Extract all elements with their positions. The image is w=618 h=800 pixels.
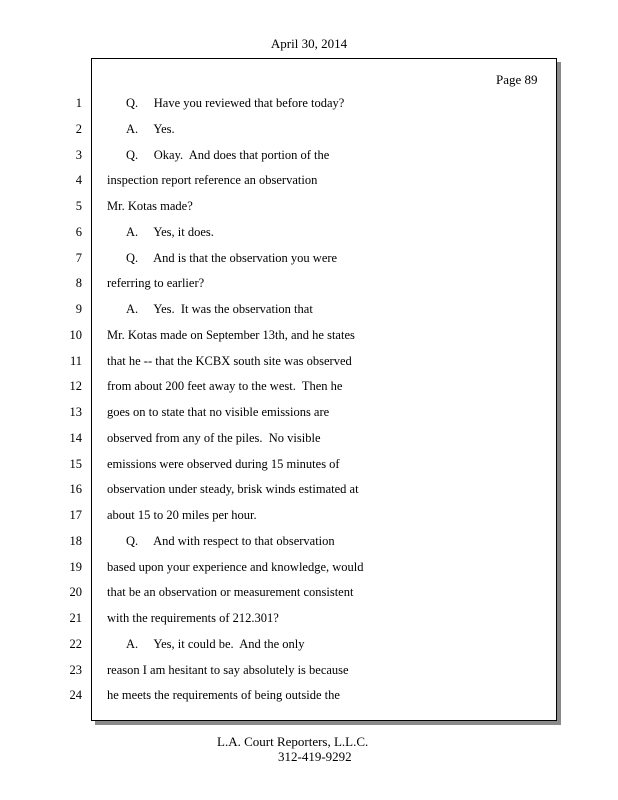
transcript-line bbox=[0, 606, 618, 632]
transcript-line bbox=[0, 349, 618, 375]
line-number: 5 bbox=[75, 199, 82, 213]
line-text: A. Yes. bbox=[126, 121, 175, 136]
page-number-label: Page 89 bbox=[496, 72, 538, 87]
line-text: with the requirements of 212.301? bbox=[107, 611, 279, 625]
line-number: 1 bbox=[75, 96, 82, 110]
transcript-line bbox=[0, 168, 618, 194]
transcript-line bbox=[0, 91, 618, 117]
line-text: A. Yes, it does. bbox=[126, 224, 214, 239]
line-number: 11 bbox=[69, 353, 82, 368]
line-text: emissions were observed during 15 minutes of bbox=[107, 456, 340, 471]
line-number: 21 bbox=[69, 611, 82, 625]
line-number: 18 bbox=[69, 533, 82, 548]
line-text: Q. And is that the observation you were bbox=[126, 250, 338, 265]
transcript-line bbox=[0, 143, 618, 169]
line-text: Mr. Kotas made on September 13th, and he states bbox=[107, 327, 355, 342]
line-text: that be an observation or measurement consistent bbox=[107, 585, 354, 600]
line-text: Q. Okay. And does that portion of the bbox=[126, 147, 330, 162]
transcript-line bbox=[0, 580, 618, 606]
line-text: that he -- that the KCBX south site was observed bbox=[107, 353, 352, 368]
transcript-line bbox=[0, 658, 618, 684]
transcript-line bbox=[0, 400, 618, 426]
line-number: 15 bbox=[69, 456, 82, 471]
line-text: observed from any of the piles. No visible bbox=[107, 430, 321, 445]
line-number: 3 bbox=[75, 147, 82, 162]
line-number: 24 bbox=[69, 688, 82, 703]
transcript-line bbox=[0, 117, 618, 143]
line-number: 8 bbox=[75, 276, 82, 291]
transcript-line bbox=[0, 246, 618, 272]
line-number: 2 bbox=[75, 121, 82, 136]
line-number: 6 bbox=[75, 224, 82, 239]
line-number: 22 bbox=[69, 636, 82, 651]
footer-company: L.A. Court Reporters, L.L.C. bbox=[217, 734, 369, 749]
transcript-line bbox=[0, 426, 618, 452]
line-text: about 15 to 20 miles per hour. bbox=[107, 508, 257, 522]
line-number: 7 bbox=[75, 250, 82, 265]
transcript-line bbox=[0, 503, 618, 529]
transcript-line bbox=[0, 529, 618, 555]
line-text: based upon your experience and knowledge, would bbox=[107, 559, 364, 574]
line-number: 13 bbox=[69, 405, 82, 419]
transcript-line bbox=[0, 297, 618, 323]
transcript-line bbox=[0, 323, 618, 349]
transcript-line bbox=[0, 271, 618, 297]
line-number: 12 bbox=[69, 379, 82, 394]
line-number: 20 bbox=[69, 585, 82, 600]
line-text: from about 200 feet away to the west. Then he bbox=[107, 379, 343, 394]
line-text: A. Yes, it could be. And the only bbox=[126, 636, 305, 651]
line-number: 4 bbox=[75, 173, 82, 188]
transcript-line bbox=[0, 452, 618, 478]
transcript-line bbox=[0, 220, 618, 246]
line-text: referring to earlier? bbox=[107, 276, 205, 291]
line-text: Q. And with respect to that observation bbox=[126, 533, 335, 548]
transcript-line bbox=[0, 477, 618, 503]
transcript-lines bbox=[0, 91, 618, 709]
line-text: he meets the requirements of being outside the bbox=[107, 688, 340, 703]
transcript-line bbox=[0, 632, 618, 658]
line-text: reason I am hesitant to say absolutely is because bbox=[107, 662, 349, 677]
line-text: Mr. Kotas made? bbox=[107, 199, 193, 213]
line-number: 23 bbox=[69, 662, 82, 677]
transcript-line bbox=[0, 374, 618, 400]
line-text: goes on to state that no visible emissions are bbox=[107, 405, 330, 419]
line-number: 19 bbox=[69, 559, 82, 574]
transcript-line bbox=[0, 683, 618, 709]
line-number: 16 bbox=[69, 482, 82, 497]
line-text: Q. Have you reviewed that before today? bbox=[126, 96, 345, 110]
header-date: April 30, 2014 bbox=[270, 36, 348, 51]
line-number: 9 bbox=[75, 302, 82, 316]
line-text: inspection report reference an observation bbox=[107, 173, 318, 188]
footer-phone: 312-419-9292 bbox=[278, 749, 352, 764]
line-text: observation under steady, brisk winds estimated at bbox=[107, 482, 359, 497]
transcript-line bbox=[0, 555, 618, 581]
transcript-line bbox=[0, 194, 618, 220]
line-number: 10 bbox=[69, 327, 82, 342]
line-number: 17 bbox=[69, 508, 82, 522]
line-text: A. Yes. It was the observation that bbox=[126, 302, 313, 316]
line-number: 14 bbox=[69, 430, 82, 445]
